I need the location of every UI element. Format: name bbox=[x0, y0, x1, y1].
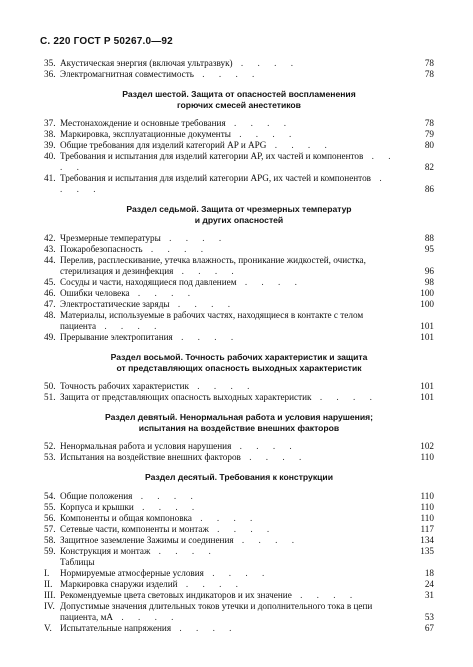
contents-entry bbox=[44, 118, 434, 129]
entry-title: Чрезмерные температуры bbox=[60, 233, 161, 243]
entry-title: Маркировка, эксплуатационные документы bbox=[60, 129, 231, 139]
contents-entry bbox=[44, 535, 434, 546]
entry-page-number: 102 bbox=[420, 441, 434, 451]
entry-title: Рекомендуемые цвета световых индикаторов и их значение bbox=[60, 589, 292, 600]
entry-title: Маркировка снаружи изделий bbox=[60, 578, 178, 589]
entry-title: Испытания на воздействие внешних факторов bbox=[60, 452, 241, 462]
contents-list bbox=[44, 381, 434, 403]
contents-entry bbox=[44, 579, 434, 590]
entry-number: III. bbox=[44, 589, 56, 600]
section-heading-line: Раздел шестой. Защита от опасностей воспламенения bbox=[122, 89, 356, 99]
contents-entry bbox=[44, 299, 434, 310]
section-heading bbox=[44, 89, 434, 110]
contents-entry bbox=[44, 69, 434, 80]
leader-dots: . . . . bbox=[160, 233, 228, 243]
contents-entry bbox=[44, 513, 434, 524]
entry-number: 40. bbox=[44, 151, 56, 161]
contents-entry bbox=[44, 441, 434, 452]
contents-entry bbox=[44, 233, 434, 244]
entry-title: Корпуса и крышки bbox=[60, 501, 134, 512]
entry-title: Требования и испытания для изделий категории APG, их частей и компонентов bbox=[60, 173, 372, 183]
entry-title: Общие положения bbox=[60, 490, 133, 501]
entry-title: Требования и испытания для изделий категории AP, их частей и компонентов bbox=[60, 151, 364, 161]
entry-number: 49. bbox=[44, 332, 56, 342]
entry-page-number: 110 bbox=[420, 512, 434, 523]
contents-entry bbox=[44, 288, 434, 299]
entry-title: Ненормальная работа и условия нарушения bbox=[60, 441, 232, 451]
entry-title: Конструкция и монтаж bbox=[60, 545, 151, 556]
entry-title: Точность рабочих характеристик bbox=[60, 381, 189, 391]
entry-page-number: 101 bbox=[420, 392, 434, 402]
entry-page-number: 110 bbox=[420, 501, 434, 512]
entry-page-number: 88 bbox=[424, 233, 434, 243]
entry-number: 52. bbox=[44, 441, 56, 451]
entry-page-number: 101 bbox=[420, 332, 434, 342]
leader-dots: . . . . bbox=[233, 534, 300, 545]
entry-page-number: 79 bbox=[424, 129, 434, 139]
entry-page-number: 101 bbox=[420, 381, 434, 391]
leader-dots: . . . . bbox=[173, 266, 240, 276]
entry-number: 35. bbox=[44, 58, 56, 68]
entry-page-number: 78 bbox=[424, 69, 434, 79]
contents-list bbox=[44, 491, 434, 634]
contents-entry bbox=[44, 452, 434, 463]
leader-dots: . . . . bbox=[189, 381, 256, 391]
entry-title: Общие требования для изделий категорий AP и APG bbox=[60, 140, 267, 150]
leader-dots: . . . . bbox=[96, 321, 163, 331]
entry-number: IV. bbox=[44, 600, 55, 611]
leader-dots: . . . . bbox=[225, 118, 293, 128]
entry-page-number: 78 bbox=[424, 118, 434, 128]
leader-dots: . . . . bbox=[311, 392, 378, 402]
leader-dots: . . . . bbox=[191, 512, 259, 523]
entry-page-number: 96 bbox=[424, 266, 434, 276]
section-heading bbox=[44, 352, 434, 373]
entry-number: V. bbox=[44, 622, 52, 633]
leader-dots: . . . . bbox=[230, 129, 298, 139]
contents-entry bbox=[44, 381, 434, 392]
entry-title: Материалы, используемые в рабочих частях, находящиеся в контакте с телом пациента bbox=[60, 310, 364, 331]
leader-dots: . . . . bbox=[291, 589, 359, 600]
entry-number: 57. bbox=[44, 523, 56, 534]
leader-dots: . . . . bbox=[208, 523, 276, 534]
section-heading-line: и других опасностей bbox=[194, 214, 284, 225]
entry-page-number: 18 bbox=[424, 567, 434, 578]
entry-number: I. bbox=[44, 567, 50, 578]
section-heading-line: горючих смесей анестетиков bbox=[177, 99, 301, 110]
leader-dots: . . . . bbox=[177, 578, 244, 589]
contents-list bbox=[44, 118, 434, 195]
contents-entry bbox=[44, 623, 434, 634]
leader-dots: . . . . bbox=[60, 151, 397, 172]
leader-dots: . . . . bbox=[240, 452, 308, 462]
section-heading bbox=[44, 204, 434, 225]
entry-number: 51. bbox=[44, 392, 56, 402]
leader-dots: . . . . bbox=[171, 622, 238, 633]
entry-page-number: 80 bbox=[424, 140, 434, 150]
contents-entry bbox=[44, 546, 434, 557]
leader-dots: . . . . bbox=[129, 288, 196, 298]
entry-page-number: 82 bbox=[424, 162, 434, 172]
section-heading-line: Раздел седьмой. Защита от чрезмерных температур bbox=[126, 204, 352, 214]
leader-dots: . . . . bbox=[169, 299, 236, 309]
entry-number: 56. bbox=[44, 512, 56, 523]
entry-title: Ошибки человека bbox=[60, 288, 130, 298]
contents-entry bbox=[44, 524, 434, 535]
entry-page-number: 31 bbox=[424, 589, 434, 600]
leader-dots: . . . . bbox=[193, 69, 261, 79]
entry-number: 55. bbox=[44, 501, 56, 512]
entry-number: 58. bbox=[44, 534, 56, 545]
entry-title: Сосуды и части, находящиеся под давлением bbox=[60, 277, 237, 287]
entry-title: Компоненты и общая компоновка bbox=[60, 512, 192, 523]
contents-entry bbox=[44, 590, 434, 601]
leader-dots: . . . . bbox=[172, 332, 240, 342]
entry-title: Местонахождение и основные требования bbox=[60, 118, 226, 128]
entry-number: 59. bbox=[44, 545, 56, 556]
leader-dots: . . . . bbox=[133, 501, 201, 512]
leader-dots: . . . . bbox=[236, 277, 303, 287]
entry-title: Испытательные напряжения bbox=[60, 622, 172, 633]
leader-dots: . . . . bbox=[203, 567, 271, 578]
section-heading bbox=[44, 412, 434, 433]
entry-number: 38. bbox=[44, 129, 56, 139]
leader-dots: . . . . bbox=[232, 58, 299, 68]
entry-number: 46. bbox=[44, 288, 56, 298]
contents-list bbox=[44, 441, 434, 463]
entry-page-number: 135 bbox=[420, 545, 434, 556]
entry-title: Акустическая энергия (включая ультразвук) bbox=[60, 58, 233, 68]
entry-number: II. bbox=[44, 578, 53, 589]
entry-title: Электромагнитная совместимость bbox=[60, 69, 194, 79]
section-heading-line: Раздел восьмой. Точность рабочих характеристик и защита bbox=[110, 352, 368, 362]
entry-title: Сетевые части, компоненты и монтаж bbox=[60, 523, 209, 534]
entry-page-number: 110 bbox=[420, 452, 434, 462]
contents-list bbox=[44, 233, 434, 343]
section-heading bbox=[44, 472, 434, 483]
leader-dots: . . . . bbox=[60, 173, 388, 194]
entry-number: 53. bbox=[44, 452, 56, 462]
entry-page-number: 86 bbox=[424, 184, 434, 194]
contents-entry bbox=[44, 277, 434, 288]
section-heading-line: от представляющих опасность выходных характеристик bbox=[116, 362, 362, 373]
entry-page-number: 134 bbox=[420, 534, 434, 545]
entry-page-number: 100 bbox=[420, 299, 434, 309]
entry-number: 39. bbox=[44, 140, 56, 150]
contents-entry bbox=[44, 332, 434, 343]
contents-entry bbox=[44, 129, 434, 140]
entry-number: 43. bbox=[44, 244, 56, 254]
entry-number: 45. bbox=[44, 277, 56, 287]
entry-page-number: 53 bbox=[424, 611, 434, 622]
leader-dots: . . . . bbox=[142, 244, 209, 254]
leader-dots: . . . . bbox=[266, 140, 333, 150]
entry-number: 41. bbox=[44, 173, 56, 183]
entry-page-number: 117 bbox=[420, 523, 434, 534]
section-heading-line: Раздел девятый. Ненормальная работа и условия нарушения; bbox=[104, 412, 374, 422]
leader-dots: . . . . bbox=[231, 441, 298, 451]
entry-title: Прерывание электропитания bbox=[60, 332, 173, 342]
contents-entry bbox=[44, 491, 434, 502]
entry-title: Защитное заземление Зажимы и соединения bbox=[60, 534, 234, 545]
entry-title: Нормируемые атмосферные условия bbox=[60, 567, 204, 578]
entry-number: 48. bbox=[44, 310, 56, 320]
entry-page-number: 24 bbox=[424, 578, 434, 589]
entry-number: 36. bbox=[44, 69, 56, 79]
entry-page-number: 67 bbox=[424, 622, 434, 633]
entry-title: Допустимые значения длительных токов утечки и дополнительного тока в цепи пациента, мА bbox=[60, 600, 373, 622]
contents-entry bbox=[44, 392, 434, 403]
contents-entry bbox=[44, 173, 434, 195]
contents-entry bbox=[44, 244, 434, 255]
leader-dots: . . . . bbox=[150, 545, 217, 556]
entry-number: 50. bbox=[44, 381, 56, 391]
section-heading-line: Раздел десятый. Требования к конструкции bbox=[145, 472, 333, 482]
entry-title: Пожаробезопасность bbox=[60, 244, 143, 254]
leader-dots: . . . . bbox=[132, 490, 199, 501]
leader-dots: . . . . bbox=[113, 611, 180, 622]
entry-number: 47. bbox=[44, 299, 56, 309]
contents-entry bbox=[44, 58, 434, 69]
entry-page-number: 95 bbox=[424, 244, 434, 254]
entry-title: Электростатические заряды bbox=[60, 299, 170, 309]
page-header: С. 220 ГОСТ Р 50267.0—92 bbox=[40, 36, 173, 47]
entry-number: 42. bbox=[44, 233, 56, 243]
entry-page-number: 78 bbox=[424, 58, 434, 68]
entry-number: 37. bbox=[44, 118, 56, 128]
entry-title: Защита от представляющих опасность выходных характеристик bbox=[60, 392, 312, 402]
entry-number: 44. bbox=[44, 255, 56, 265]
contents-entry bbox=[44, 140, 434, 151]
entry-page-number: 110 bbox=[420, 490, 434, 501]
entry-page-number: 101 bbox=[420, 321, 434, 331]
entry-page-number: 98 bbox=[424, 277, 434, 287]
contents-entry bbox=[44, 310, 434, 332]
contents-entry bbox=[44, 255, 434, 277]
contents-list bbox=[44, 58, 434, 80]
entry-page-number: 100 bbox=[420, 288, 434, 298]
entry-title: Таблицы bbox=[60, 556, 95, 567]
contents-entry bbox=[44, 151, 434, 173]
contents-entry bbox=[44, 502, 434, 513]
entry-number: 54. bbox=[44, 490, 56, 501]
entry-title: Перелив, расплескивание, утечка влажность, проникание жидкостей, очистка, стерилизация и дезинфекция bbox=[60, 255, 366, 276]
section-heading-line: испытания на воздействие внешних факторов bbox=[138, 422, 340, 433]
contents-entry bbox=[44, 557, 434, 568]
contents-entry bbox=[44, 601, 434, 623]
contents-entry bbox=[44, 568, 434, 579]
